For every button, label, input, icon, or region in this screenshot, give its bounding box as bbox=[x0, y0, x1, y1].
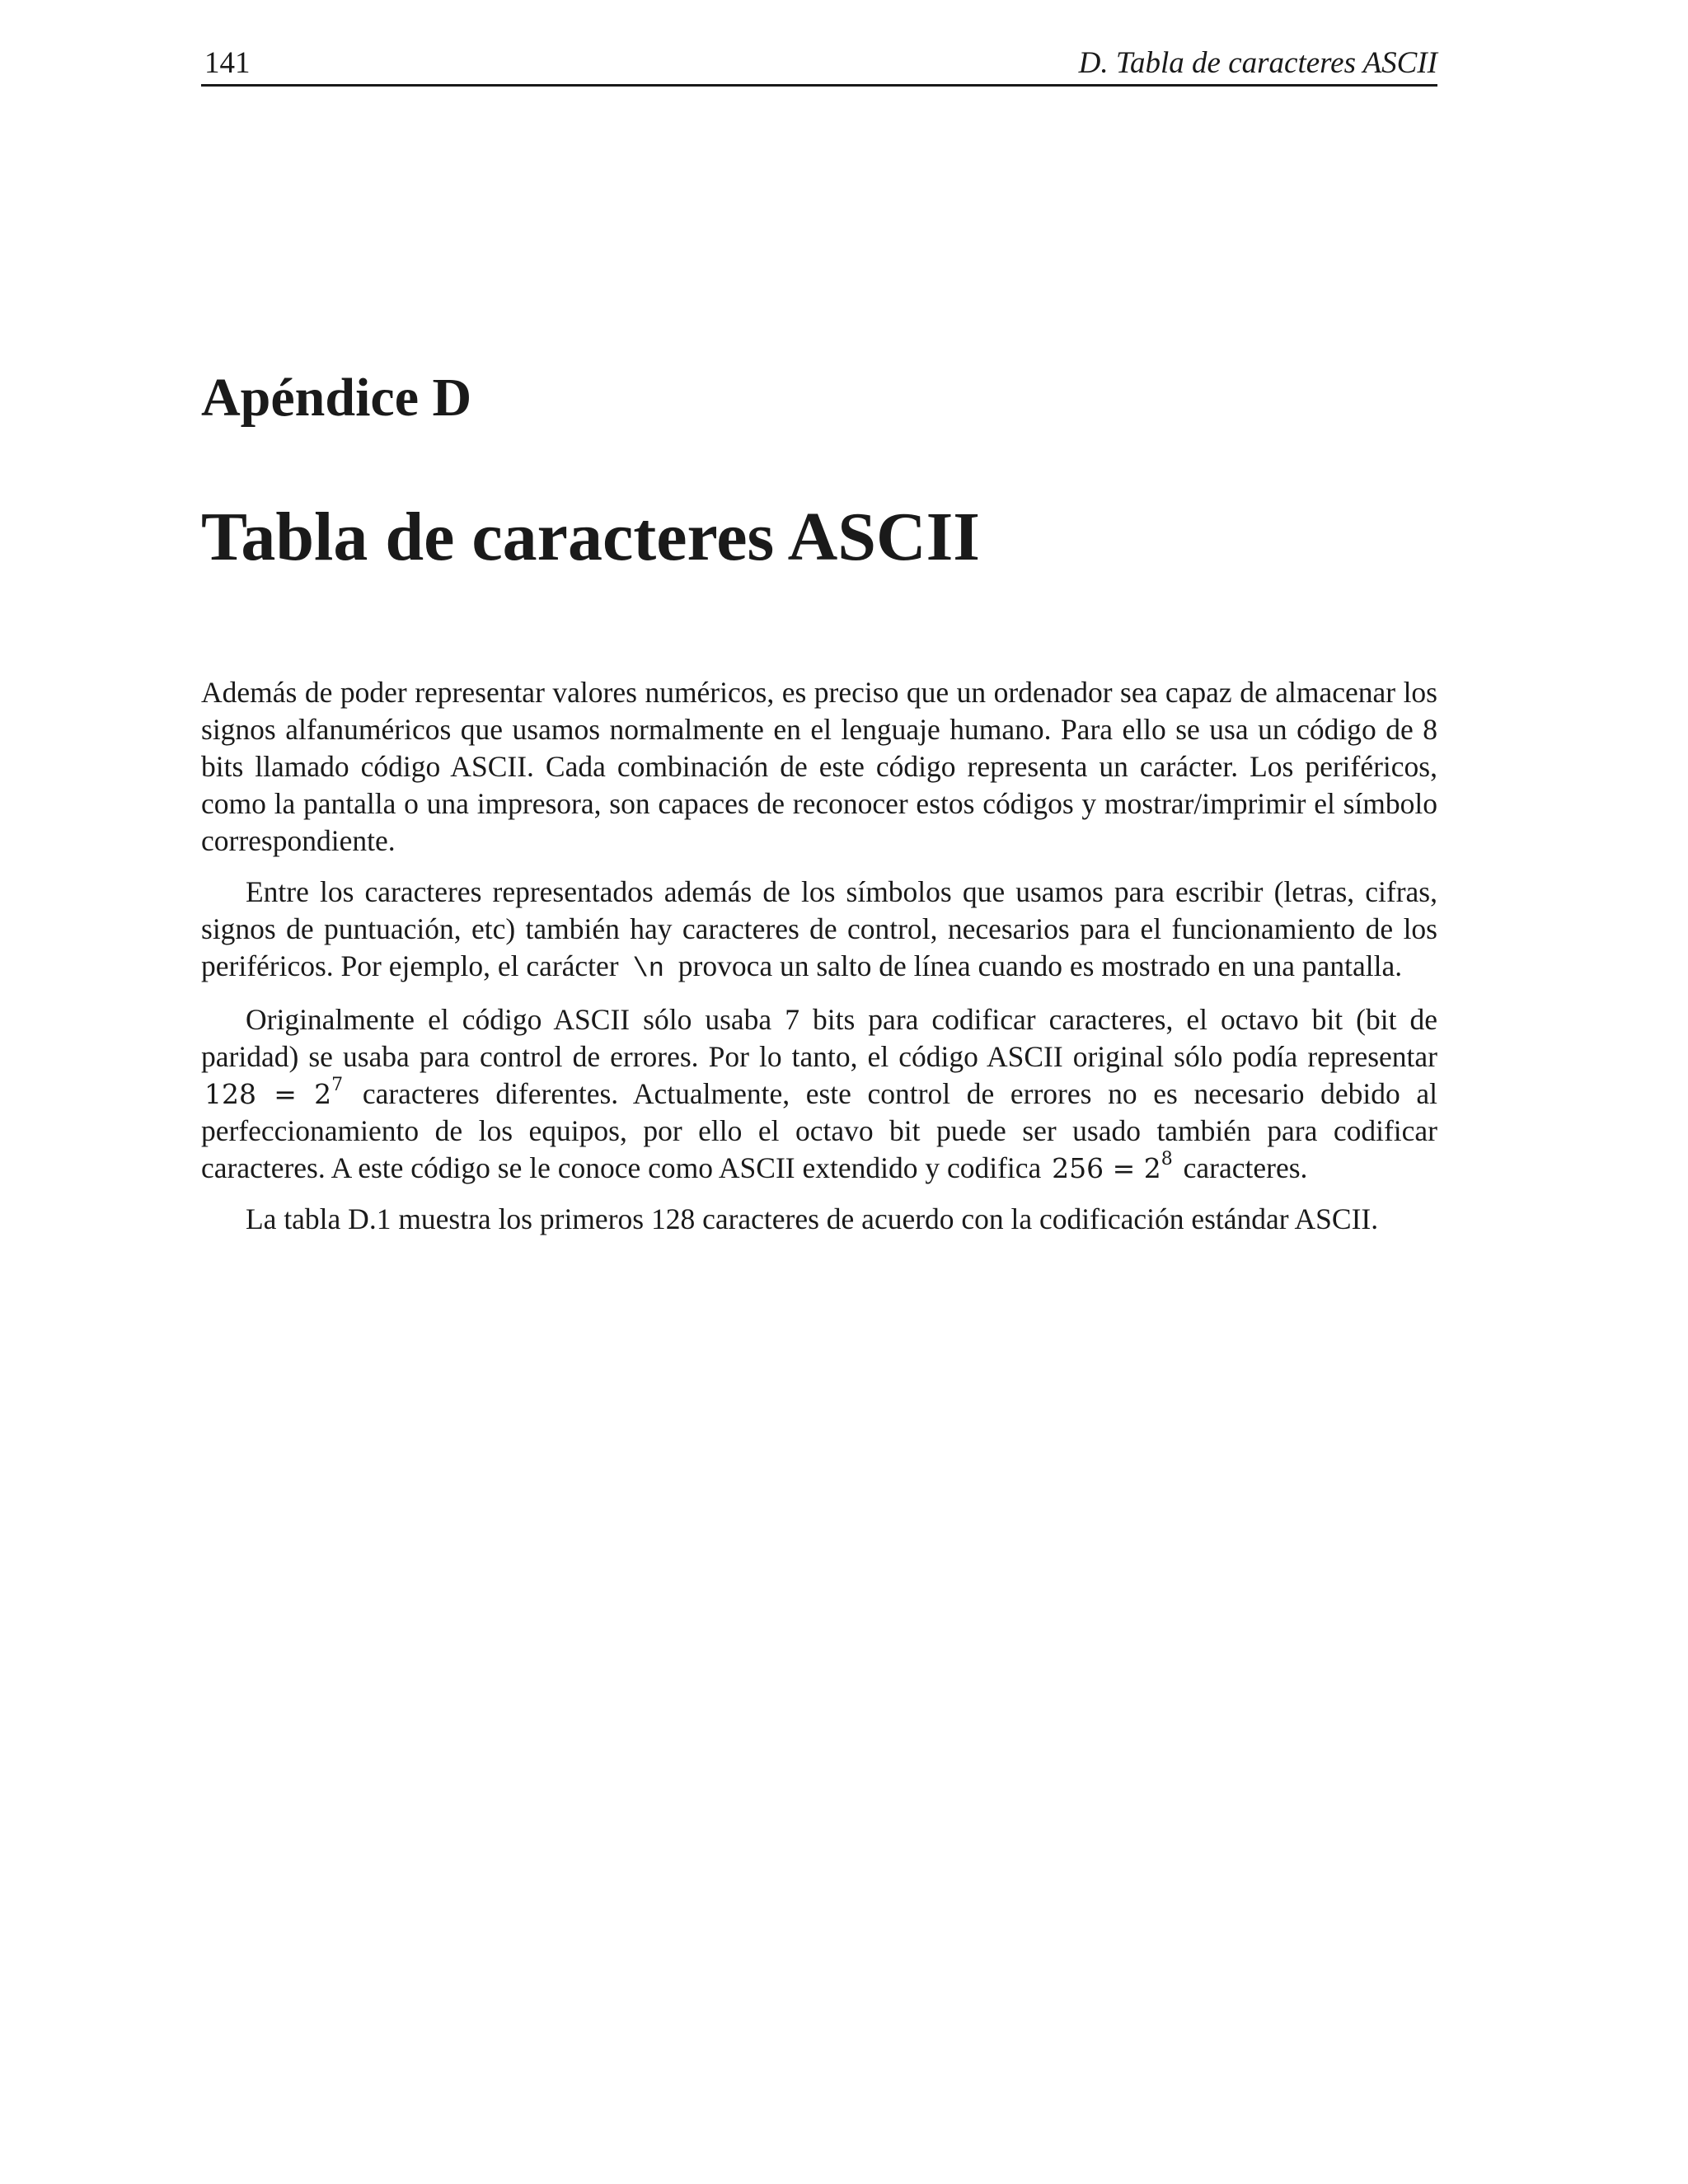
math-expression bbox=[1048, 1149, 1176, 1184]
running-header bbox=[201, 43, 1437, 84]
paragraph-extended-ascii bbox=[201, 1001, 1437, 1187]
paragraph-text: Entre los caracteres representados además de los símbolos que usamos para escribir (letras, cifras, signos de puntuación, etc) también hay caracteres de control, necesarios para el funcionamiento de los periféricos. Por ejemplo, el carácter bbox=[201, 875, 1437, 982]
chapter-title: Tabla de caracteres ASCII bbox=[201, 499, 980, 575]
paragraph-text: caracteres. bbox=[1183, 1151, 1308, 1184]
math-exponent: 8 bbox=[1160, 1149, 1173, 1169]
running-title: D. Tabla de caracteres ASCII bbox=[1078, 46, 1437, 80]
page-number: 141 bbox=[204, 46, 251, 80]
chapter-label: Apéndice D bbox=[201, 368, 472, 428]
paragraph-text: caracteres diferentes. Actualmente, este control de errores no es necesario debido al perfeccionamiento de los equipos, por ello el octavo bit puede ser usado también para codificar caracteres. A este código se le conoce como ASCII extendido y codifica bbox=[201, 1077, 1438, 1184]
paragraph-intro: Además de poder representar valores numéricos, es preciso que un ordenador sea capaz de almacenar los signos alfanuméricos que usamos normalmente en el lenguaje humano. Para ello se usa un código de 8 bits llamado código ASCII. Cada combinación de este código representa un carácter. Los periféricos, como la pantalla o una impresora, son capaces de reconocer estos códigos y mostrar/imprimir el símbolo correspondiente. bbox=[201, 676, 1437, 857]
paragraph-control-characters bbox=[201, 874, 1437, 987]
body-text bbox=[201, 674, 1437, 1252]
paragraph-table-reference: La tabla D.1 muestra los primeros 128 caracteres de acuerdo con la codificación estándar ASCII. bbox=[246, 1202, 1379, 1235]
paragraph-text: Originalmente el código ASCII sólo usaba 7 bits para codificar caracteres, el octavo bit (bit de paridad) se usaba para control de errores. Por lo tanto, el código ASCII original sólo podía representar bbox=[201, 1003, 1437, 1073]
math-expression bbox=[201, 1075, 346, 1110]
math-base: 256 = 2 bbox=[1052, 1152, 1161, 1184]
paragraph-text: provoca un salto de línea cuando es mostrado en una pantalla. bbox=[678, 949, 1403, 982]
newline-code: \n bbox=[632, 954, 664, 984]
math-exponent: 7 bbox=[331, 1075, 344, 1095]
header-rule bbox=[201, 84, 1437, 87]
math-base: 128 = 2 bbox=[204, 1078, 332, 1110]
